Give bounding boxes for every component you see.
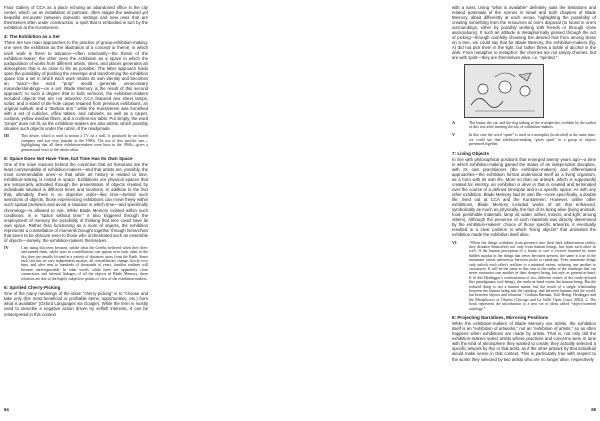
col2-opening-paragraph: with a twist. Using “what is available” definitely suits the limitations and related potentials of the scenes in Israel and both chapters of Blade Memory, albeit differently at each venue, highlighting the possibility of creating something from the resources at one's disposal (to found in one's surroundings, either by possibly working with friends or through close associations). If such an attitude is metaphorically passed through the act of picking—through carefully choosing the desired fruit from among those on a tree, we could say that for Blade Memory, the exhibition-makers (fig. A) did not pick them in the light, but rather threw a bottle of alcohol in the dark. From metaphor to metaphor: the cherries are not simply cherries, but are with spirit—they are themselves alive, i.e. “spirited.” — [452, 5, 596, 61]
figure-a-text: The lemur, the cat, and the dog talking to the woodpecker, scribble by the author of this text after meeting the trio of exhibition-makers. — [469, 120, 596, 129]
section-8-text: While the exhibition-makers of Blade Memory are artists, the exhibition itself is an “exhibition of artworks,” not an “exhibition of artists,” so as often happens when exhibitions are made by artists. That is, not only did the exhibition-makers select artists whose practices and concerns were in tune with the kind of atmosphere they wanted to create; they actually selected a specific artwork by this or that artist, as if the other artwork by that individual would make sense in that context. This is particularly true with respect to the works they selected by two artists who are no longer alive, respectively — [452, 321, 597, 362]
footnote-4 — [4, 246, 148, 281]
footnote-4-mark: IV — [4, 244, 9, 250]
section-4-heading: 4: The Exhibition as a Set — [4, 34, 60, 40]
section-6-heading: 6: Spirited Cherry-Picking — [4, 285, 61, 291]
page-number-right: 65 — [591, 407, 596, 412]
footnote-3 — [4, 134, 148, 152]
section-8-heading: 8: Projecting Narratives, Mirroring Positions — [452, 315, 549, 320]
section-5-heading: 5: Space Does Not Have Time, but Time Has Its Own Space — [4, 155, 133, 161]
figure-a-caption — [452, 121, 596, 130]
section-7-text: In line with philosophical positions that emerged twenty years ago—a time in which exhibition-making gained the status of an independent discipline, with its own practitioners (the exhibition-makers) and differentiated approaches—the exhibition format understood itself as a living organism, as a form with its own life. More so than an artwork, which is supposedly created for eternity, an exhibition is alive in that is created and terminated over the course of a defined timespan and in a specific space. As with any other exhibition, Blade Memory had its own life—more specifically, a double life, lived out at CCA and the Kunstverein. However, unlike other exhibitions, Blade Memory included works of art that enhanced, symbolically as much as physically, the fact of its being alive (living animals, food, perishable materials, lamp oil, water, ashes, insects, and light, among others). Although the presence of such materials was directly determined by the exhibition-makers' choice of those specific artworks, it eventually resulted in a clear position in which “living objects” that animated the exhibition made the exhibition itself alive. — [452, 156, 596, 238]
footnote-3-mark: III — [4, 133, 9, 139]
footnote-6 — [452, 241, 596, 312]
figure-a-mark: A — [452, 119, 456, 125]
footnote-5 — [452, 133, 596, 146]
footnote-6-text: “When the things withdraw from presence into their dark subterranean reality, they distance themselves not only from human beings, but from each other as well. If the human perception of a house or tree is forever haunted by some hidden surplus in the things that never becomes present, the same is true of the inanimate causal interaction between rocks or raindrops. Even inanimate things only unlock each other's realities to a minimal extent, reducing one another to caricatures. It will be the same in this case in the realm of the raindrops that can never encounter one another in their deepest being, but only as present-at-hand. If in this Heidegger's confrontation of two different senses of the ready-at-hand (his paradigmatic tool-being), the ready-at-hand resists the human being. But the reduced thing is not a human matter, but the result of a single relationship between the human being and the raindrop, and between humans and the world, but between objects and relations.” Graham Harman, Tool-Being: Heidegger and the Metaphysics of Objects (Chicago and La Salle: Open Court, 2002), 2. The book represents the introduction to a new set of ideas called “object-oriented ontology.” — [469, 240, 596, 311]
section-7-heading: 7: Living Objects — [452, 150, 490, 156]
section-5-text: One of the main reasons behind the conviction that art historians are the least commendable of exhibition-makers—and that artists are, possibly, the most commendable ones—is that while art history is related to time, exhibition-making is rooted in space. Exhibitions are physical spaces that are temporarily activated through the presentation of objects created by individuals situated in different times and locations. In addition to the fact that, ultimately, there is no objective order—like time—behind such selections of objects, those experiencing exhibitions can move freely within such spatial premises and avoid a situation in which time—and specifically chronology—is allowed to rule. While Blade Memory existed within such conditions, in a “space without time,” it also triggered through the employment of memory the possibility of thinking that time could have its own space. Rather than functioning as a room of objects, the exhibition represents a constellation of moments brought together through hierarchies that seem to be obscure even to those who orchestrated such an ensemble of objects—namely, the exhibition-makers themselves. — [4, 162, 148, 243]
right-page — [300, 0, 600, 421]
right-page-column — [452, 5, 596, 365]
page-number-left: 64 — [4, 407, 9, 412]
section-6-text: One of the many meanings of the idiom “cherry-picking” is to “choose and take only (the most beneficial or profitable items, opportunities, etc.) from what is available” (Oxford Languages via Google). While the term is mostly used to describe a negative action driven by selfish interests, it can be reinterpreted in this context — [4, 291, 148, 317]
intro-paragraph: Floor Gallery of CCA as a place echoing an abandoned office in the city center, which, as an installation of partcast, often stages the awkward yet beautiful encounter between domestic settings and new ones that are themselves often under construction, a spirit that is embodied in turn by the exhibition at the Kunstverein. — [4, 5, 148, 31]
footnote-5-mark: V — [452, 132, 456, 138]
footnote-5-text: In this case the word “spirit” is used as a metaphor (in alcohol) at the same time, we could say that exhibition-making “gives spirit” to a group of objects presented together. — [469, 133, 596, 147]
section-4-text: There are two main approaches to the practice of group-exhibition-making: one sees the exhibition as the illustration of a concept or theme, in which each work is there to advance—often reluctantly—the thesis of the exhibition-maker; the other sees the exhibition as a space in which the juxtaposition of works from different artists, times, and places generates an atmosphere that is as close to life as possible. The latter approach holds open the possibility of pushing the envelope and transforming the exhibition space into a set in which each work retains its own identity and becomes an “actor”—the word “prop” would generate unnecessary misunderstandings—on a set. Blade Memory is the result of this second approach, to such a degree that in both versions, the exhibition-makers included objects that are not artworks: CCA featured two sheet lamps, sofas, and a stand of tile-hole carpet retained from previous exhibitions, an original sukkah, and a “Barban arm,” while the Kunstverein was furnished with a set of cubicles, office tables, and cabinets, as well as a carpet, curtains, yellow window filters, and a conference table. Put simply, the word “props” does not fit, as the exhibition-makers are also artists, which possibly situates such objects under the rubric of the readymade. — [4, 40, 149, 132]
footnote-6-mark: VI — [452, 239, 457, 245]
footnote-3-text: This desire, which is used to mount a TV on a wall, is produced by an Israeli company and was very popular in the 1990s. The use of this specific one—highlighting that all these exhibition-makers were born in the 1960s—gives a generational twist to the whole affair. — [21, 134, 148, 152]
left-page-column — [4, 5, 148, 320]
scribble-drawing — [465, 65, 543, 117]
footnote-4-text: I am using this term because, unlike what the Greeks believed when they drew and named them, while stars in constellations can appear near each other in the sky, they are usually located at a variety of distances away from the Earth. Since each star has its own independent motion, all constellations change slowly over time, and after tens to hundreds of thousands of years, familiar outlines will become unrecognizable. In other words, while there are apparently close connections and internal linkages of all the objects in Blade Memory, these relations are due to the highly subjective points of view of the exhibition-makers. — [21, 245, 148, 281]
scribble-figure — [464, 64, 544, 118]
